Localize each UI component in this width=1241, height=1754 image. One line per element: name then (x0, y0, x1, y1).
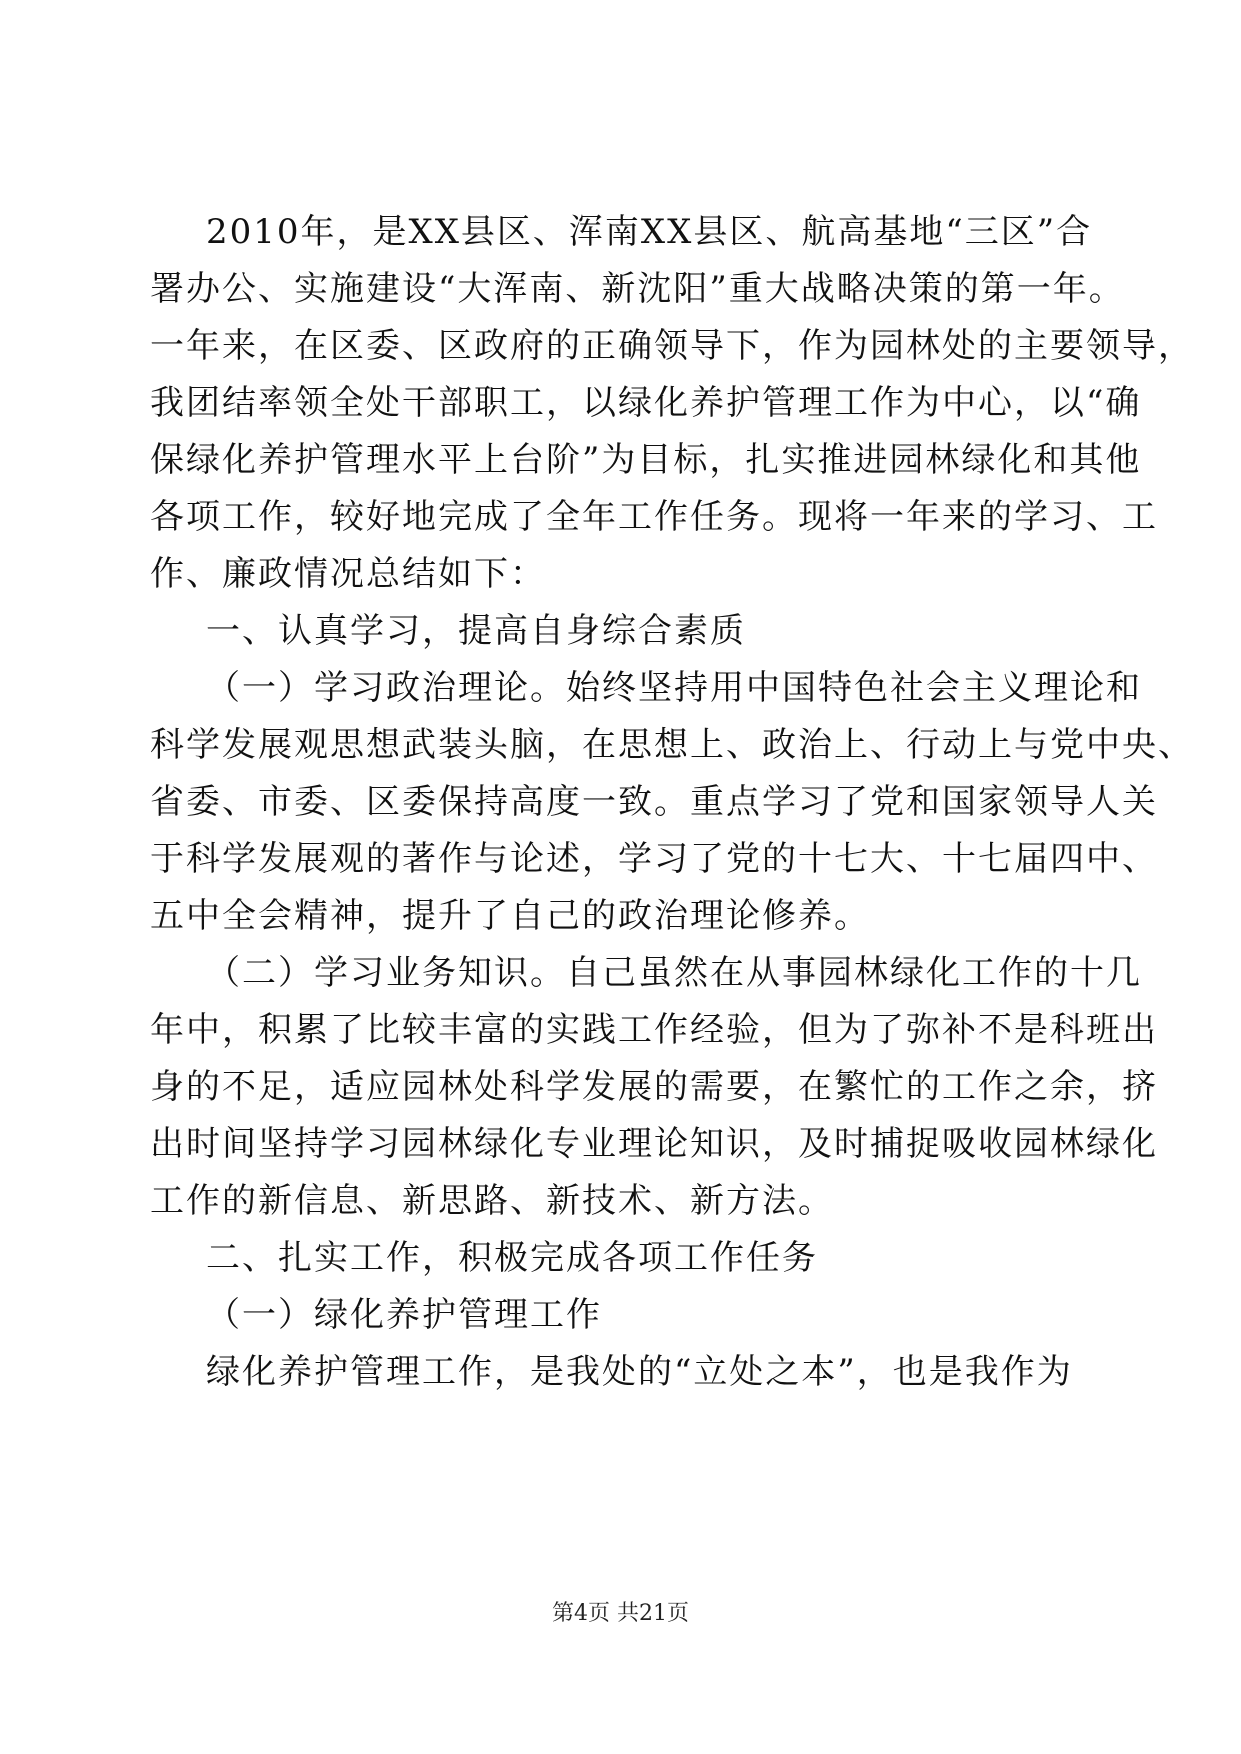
paragraph-line: 省委、市委、区委保持高度一致。重点学习了党和国家领导人关 (150, 782, 1158, 822)
paragraph-line: 保绿化养护管理水平上台阶”为目标，扎实推进园林绿化和其他 (150, 440, 1142, 480)
paragraph-line: 身的不足，适应园林处科学发展的需要，在繁忙的工作之余，挤 (150, 1067, 1158, 1107)
page-footer: 第4页 共21页 (552, 1601, 689, 1626)
section-heading: 二、扎实工作，积极完成各项工作任务 (206, 1238, 818, 1278)
paragraph-line: 我团结率领全处干部职工，以绿化养护管理工作为中心，以“确 (150, 383, 1142, 423)
paragraph-line: 各项工作，较好地完成了全年工作任务。现将一年来的学习、工 (150, 497, 1158, 537)
paragraph-line: 绿化养护管理工作，是我处的“立处之本”，也是我作为 (206, 1352, 1073, 1392)
section-heading: 一、认真学习，提高自身综合素质 (206, 611, 746, 651)
paragraph-line: 署办公、实施建设“大浑南、新沈阳”重大战略决策的第一年。 (150, 269, 1125, 309)
paragraph-line: 工作的新信息、新思路、新技术、新方法。 (150, 1181, 834, 1221)
subsection-heading: （一）绿化养护管理工作 (206, 1295, 602, 1335)
paragraph-line: 五中全会精神，提升了自己的政治理论修养。 (150, 896, 870, 936)
paragraph-line: 2010年，是XX县区、浑南XX县区、航高基地“三区”合 (206, 212, 1093, 252)
paragraph-line: 年中，积累了比较丰富的实践工作经验，但为了弥补不是科班出 (150, 1010, 1158, 1050)
paragraph-line: （一）学习政治理论。始终坚持用中国特色社会主义理论和 (206, 668, 1142, 708)
paragraph-line: 作、廉政情况总结如下： (150, 554, 546, 594)
paragraph-line: 一年来，在区委、区政府的正确领导下，作为园林处的主要领导， (150, 326, 1194, 366)
paragraph-line: （二）学习业务知识。自己虽然在从事园林绿化工作的十几 (206, 953, 1142, 993)
paragraph-line: 出时间坚持学习园林绿化专业理论知识，及时捕捉吸收园林绿化 (150, 1124, 1158, 1164)
paragraph-line: 于科学发展观的著作与论述，学习了党的十七大、十七届四中、 (150, 839, 1158, 879)
paragraph-line: 科学发展观思想武装头脑，在思想上、政治上、行动上与党中央、 (150, 725, 1194, 765)
